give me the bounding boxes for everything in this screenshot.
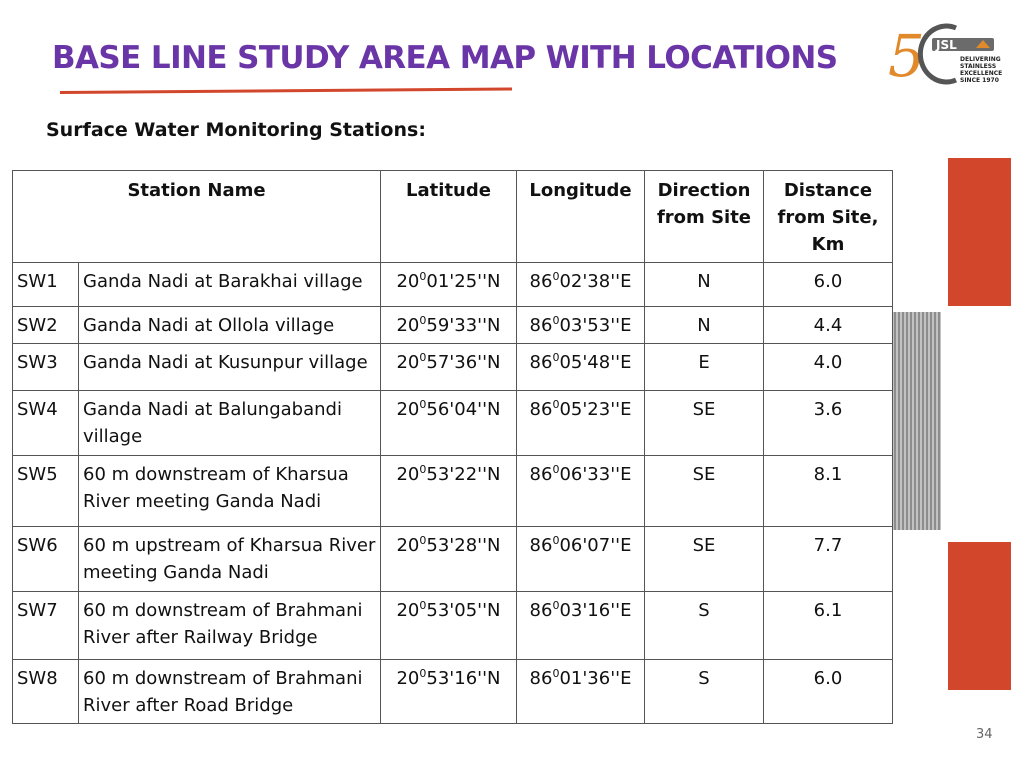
header-latitude: Latitude — [381, 171, 517, 263]
station-latitude: $20^053'28''N$ — [381, 527, 517, 592]
title-underline — [60, 87, 512, 94]
station-name: Ganda Nadi at Barakhai village — [79, 263, 381, 307]
table-row — [13, 592, 893, 660]
station-latitude: $20^057'36''N$ — [381, 344, 517, 391]
station-name: Ganda Nadi at Ollola village — [79, 307, 381, 344]
logo-tagline: DELIVERING STAINLESS EXCELLENCE SINCE 1970 — [960, 56, 1003, 84]
station-code: SW2 — [13, 307, 79, 344]
station-longitude: $86^002'38''E$ — [517, 263, 645, 307]
header-longitude: Longitude — [517, 171, 645, 263]
station-longitude: $86^005'23''E$ — [517, 391, 645, 456]
table-row — [13, 344, 893, 391]
section-subtitle: Surface Water Monitoring Stations: — [46, 119, 426, 141]
logo-brand: JSL — [936, 38, 957, 52]
station-direction: N — [645, 307, 764, 344]
page-title: BASE LINE STUDY AREA MAP WITH LOCATIONS — [52, 40, 838, 76]
station-code: SW6 — [13, 527, 79, 592]
table-row — [13, 391, 893, 456]
table-row — [13, 263, 893, 307]
station-distance: 4.4 — [764, 307, 893, 344]
header-direction: Direction from Site — [645, 171, 764, 263]
station-longitude: $86^005'48''E$ — [517, 344, 645, 391]
svg-text:5: 5 — [888, 22, 925, 88]
station-latitude: $20^053'05''N$ — [381, 592, 517, 660]
station-distance: 4.0 — [764, 344, 893, 391]
station-longitude: $86^001'36''E$ — [517, 660, 645, 724]
station-name: 60 m downstream of Kharsua River meeting Ganda Nadi — [79, 456, 381, 527]
station-direction: SE — [645, 527, 764, 592]
station-name: 60 m upstream of Kharsua River meeting Ganda Nadi — [79, 527, 381, 592]
header-distance: Distance from Site, Km — [764, 171, 893, 263]
surface-water-stations-table — [12, 170, 893, 724]
station-longitude: $86^006'07''E$ — [517, 527, 645, 592]
station-latitude: $20^001'25''N$ — [381, 263, 517, 307]
station-code: SW5 — [13, 456, 79, 527]
station-name: 60 m downstream of Brahmani River after Road Bridge — [79, 660, 381, 724]
decorative-red-block-bottom — [948, 542, 1011, 690]
station-distance: 3.6 — [764, 391, 893, 456]
table-row — [13, 456, 893, 527]
station-direction: SE — [645, 456, 764, 527]
header-station-name: Station Name — [13, 171, 381, 263]
station-distance: 8.1 — [764, 456, 893, 527]
station-direction: S — [645, 660, 764, 724]
station-name: 60 m downstream of Brahmani River after Railway Bridge — [79, 592, 381, 660]
station-code: SW1 — [13, 263, 79, 307]
station-direction: E — [645, 344, 764, 391]
station-code: SW4 — [13, 391, 79, 456]
table-row — [13, 660, 893, 724]
station-distance: 7.7 — [764, 527, 893, 592]
station-name: Ganda Nadi at Kusunpur village — [79, 344, 381, 391]
station-direction: SE — [645, 391, 764, 456]
station-longitude: $86^003'53''E$ — [517, 307, 645, 344]
table-header-row — [13, 171, 893, 263]
station-latitude: $20^059'33''N$ — [381, 307, 517, 344]
station-latitude: $20^053'16''N$ — [381, 660, 517, 724]
station-code: SW8 — [13, 660, 79, 724]
station-longitude: $86^006'33''E$ — [517, 456, 645, 527]
station-code: SW7 — [13, 592, 79, 660]
station-distance: 6.0 — [764, 263, 893, 307]
page-number: 34 — [976, 727, 993, 742]
station-name: Ganda Nadi at Balungabandi village — [79, 391, 381, 456]
station-distance: 6.0 — [764, 660, 893, 724]
station-code: SW3 — [13, 344, 79, 391]
station-latitude: $20^056'04''N$ — [381, 391, 517, 456]
station-latitude: $20^053'22''N$ — [381, 456, 517, 527]
table-row — [13, 307, 893, 344]
decorative-red-block-top — [948, 158, 1011, 306]
station-distance: 6.1 — [764, 592, 893, 660]
station-direction: S — [645, 592, 764, 660]
station-direction: N — [645, 263, 764, 307]
table-row — [13, 527, 893, 592]
station-longitude: $86^003'16''E$ — [517, 592, 645, 660]
